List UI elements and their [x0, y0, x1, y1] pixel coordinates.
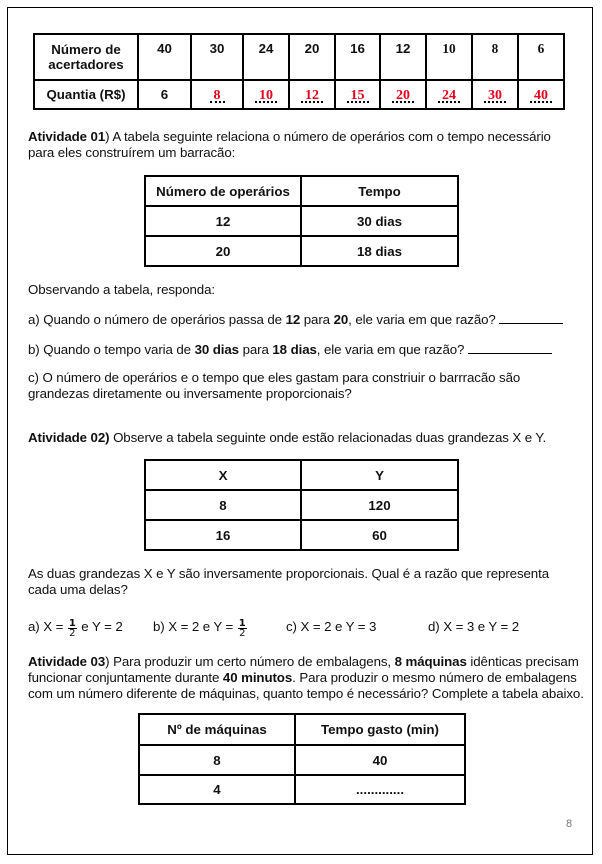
header-cell: Número de operários — [145, 176, 301, 206]
answer-value: 15 — [350, 87, 365, 103]
answer-cell — [191, 80, 243, 109]
cell: 20 — [289, 34, 335, 80]
row-header-quantia: Quantia (R$) — [34, 80, 138, 109]
cell: 8 — [472, 34, 518, 80]
option-a: a) X = $\frac{1}{2}$ e Y = 2 — [28, 618, 123, 636]
cell: 6 — [518, 34, 564, 80]
answer-cell — [518, 80, 564, 109]
activity1-intro: Atividade 01) A tabela seguinte relaciona o número de operários com o tempo necessário para eles construírem um barracão: — [28, 129, 551, 160]
answer-cell — [380, 80, 426, 109]
option-b: b) X = 2 e Y = $\frac{1}{2}$ — [153, 618, 246, 636]
answer-cell — [289, 80, 335, 109]
activity2-intro: Atividade 02) Observe a tabela seguinte onde estão relacionadas duas grandezas X e Y. — [28, 430, 547, 445]
cell: 8 — [139, 745, 295, 775]
answer-cell — [426, 80, 472, 109]
option-c: c) X = 2 e Y = 3 — [286, 619, 377, 634]
question-c: c) O número de operários e o tempo que eles gastam para constriuir o barrracão são grandezas diretamente ou inversamente proporcionais? — [28, 370, 521, 401]
cell: 6 — [138, 80, 191, 109]
header-cell: Y — [301, 460, 458, 490]
question-a: a) Quando o número de operários passa de 12 para 20, ele varia em que razão? — [28, 311, 563, 328]
question-b: b) Quando o tempo varia de 30 dias para 18 dias, ele varia em que razão? — [28, 341, 552, 358]
header-cell: Tempo — [301, 176, 458, 206]
answer-blank-b[interactable] — [468, 341, 552, 354]
answer-value: 12 — [305, 87, 319, 103]
observe-text: Observando a tabela, responda: — [28, 282, 215, 297]
answer-value: 40 — [534, 87, 548, 103]
cell: 60 — [301, 520, 458, 550]
answer-value: 20 — [396, 87, 410, 103]
cell: 16 — [335, 34, 380, 80]
fraction-one-half: $\frac{1}{2}$ — [238, 618, 246, 636]
page-number: 8 — [566, 818, 573, 830]
cell: 12 — [380, 34, 426, 80]
cell: 16 — [145, 520, 301, 550]
cell: 8 — [145, 490, 301, 520]
cell: 120 — [301, 490, 458, 520]
cell: 24 — [243, 34, 289, 80]
option-d: d) X = 3 e Y = 2 — [428, 619, 520, 634]
answer-value: 30 — [488, 87, 502, 103]
cell: 30 dias — [301, 206, 458, 236]
cell: 18 dias — [301, 236, 458, 266]
activity2-label: Atividade 02) — [28, 430, 110, 445]
answer-cell — [335, 80, 380, 109]
activity1-label: Atividade 01 — [28, 129, 106, 144]
answer-blank-a[interactable] — [499, 311, 563, 324]
header-cell: X — [145, 460, 301, 490]
activity3-label: Atividade 03 — [28, 654, 106, 669]
acertadores-table — [33, 33, 565, 110]
cell: 40 — [295, 745, 465, 775]
answer-cell — [243, 80, 289, 109]
cell: 20 — [145, 236, 301, 266]
cell: 4 — [139, 775, 295, 804]
maquinas-table — [138, 713, 466, 805]
cell: 12 — [145, 206, 301, 236]
header-cell: Tempo gasto (min) — [295, 714, 465, 745]
answer-blank-cell[interactable]: ............. — [295, 775, 465, 804]
activity3-intro: Atividade 03) Para produzir um certo número de embalagens, 8 máquinas idênticas precisam funcionar conjuntamente durante 40 minutos. Para produzir o mesmo número de embalagens com um número diferente de máquinas, quanto tempo é necessário? Complete a tabela abaixo. — [28, 654, 584, 701]
operarios-table — [144, 175, 459, 267]
row-header-acertadores: Número de acertadores — [34, 34, 138, 80]
cell: 40 — [138, 34, 191, 80]
answer-value: 10 — [259, 87, 273, 103]
xy-table — [144, 459, 459, 551]
answer-value: 8 — [213, 87, 221, 103]
answer-value: 24 — [442, 87, 456, 103]
activity2-question: As duas grandezas X e Y são inversamente proporcionais. Qual é a razão que representa cada uma delas? — [28, 566, 549, 597]
answer-cell — [472, 80, 518, 109]
fraction-one-half: $\frac{1}{2}$ — [68, 618, 76, 636]
cell: 10 — [426, 34, 472, 80]
header-cell: Nº de máquinas — [139, 714, 295, 745]
cell: 30 — [191, 34, 243, 80]
